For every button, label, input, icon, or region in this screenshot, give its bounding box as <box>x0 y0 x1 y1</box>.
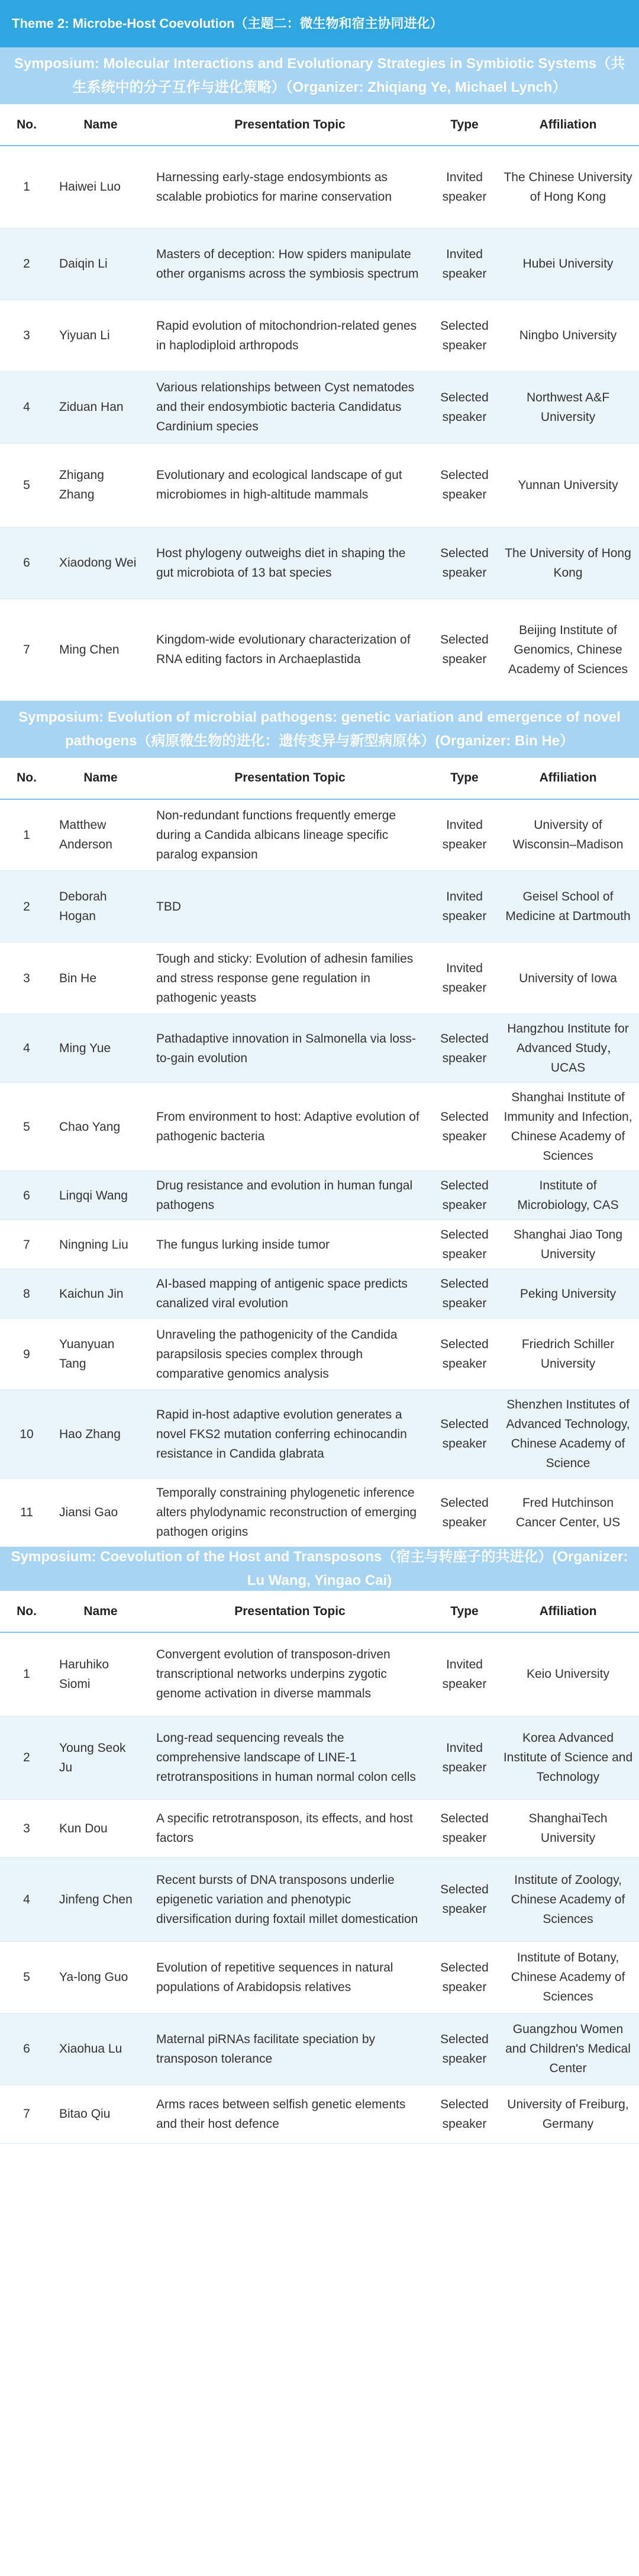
column-header-type: Type <box>432 758 497 799</box>
cell-name: Haiwei Luo <box>53 146 148 228</box>
cell-name: Deborah Hogan <box>53 871 148 943</box>
cell-name: Ningning Liu <box>53 1220 148 1269</box>
cell-no: 3 <box>0 300 53 371</box>
cell-type: Selected speaker <box>432 1171 497 1220</box>
table-row <box>0 1390 639 1478</box>
table-row <box>0 599 639 700</box>
cell-type: Invited speaker <box>432 146 497 228</box>
table-row <box>0 1941 639 2013</box>
table-row <box>0 228 639 300</box>
cell-topic: Evolution of repetitive sequences in natural populations of Arabidopsis relatives <box>148 1941 432 2013</box>
cell-affiliation: Shenzhen Institutes of Advanced Technology, Chinese Academy of Science <box>497 1390 639 1478</box>
cell-no: 4 <box>0 1014 53 1083</box>
cell-topic: AI-based mapping of antigenic space predicts canalized viral evolution <box>148 1269 432 1318</box>
cell-name: Kaichun Jin <box>53 1269 148 1318</box>
cell-no: 4 <box>0 371 53 443</box>
cell-affiliation: University of Iowa <box>497 943 639 1014</box>
cell-affiliation: Beijing Institute of Genomics, Chinese Academy of Sciences <box>497 599 639 700</box>
cell-type: Selected speaker <box>432 1799 497 1857</box>
cell-affiliation: Friedrich Schiller University <box>497 1318 639 1390</box>
theme-title: Theme 2: Microbe-Host Coevolution（主题二：微生物和宿主协同进化） <box>0 0 639 47</box>
cell-name: Ziduan Han <box>53 371 148 443</box>
cell-type: Selected speaker <box>432 443 497 527</box>
cell-no: 1 <box>0 799 53 871</box>
cell-name: Ming Yue <box>53 1014 148 1083</box>
column-header-type: Type <box>432 1591 497 1632</box>
cell-affiliation: University of Freiburg, Germany <box>497 2085 639 2143</box>
table-row <box>0 1318 639 1390</box>
table-row <box>0 371 639 443</box>
cell-no: 9 <box>0 1318 53 1390</box>
cell-affiliation: Korea Advanced Institute of Science and Technology <box>497 1716 639 1799</box>
cell-type: Selected speaker <box>432 527 497 599</box>
cell-no: 4 <box>0 1857 53 1941</box>
table-row <box>0 2013 639 2085</box>
cell-topic: Masters of deception: How spiders manipulate other organisms across the symbiosis spectrum <box>148 228 432 300</box>
cell-type: Selected speaker <box>432 1478 497 1547</box>
column-header-name: Name <box>53 758 148 799</box>
cell-type: Selected speaker <box>432 1083 497 1171</box>
speaker-table <box>0 1591 639 2144</box>
column-header-affiliation: Affiliation <box>497 758 639 799</box>
cell-name: Lingqi Wang <box>53 1171 148 1220</box>
column-header-type: Type <box>432 104 497 146</box>
cell-name: Chao Yang <box>53 1083 148 1171</box>
cell-no: 2 <box>0 228 53 300</box>
cell-affiliation: Keio University <box>497 1632 639 1716</box>
cell-type: Selected speaker <box>432 1269 497 1318</box>
cell-name: Haruhiko Siomi <box>53 1632 148 1716</box>
table-row <box>0 1269 639 1318</box>
cell-affiliation: Shanghai Jiao Tong University <box>497 1220 639 1269</box>
cell-type: Selected speaker <box>432 371 497 443</box>
column-header-no: No. <box>0 758 53 799</box>
table-row <box>0 443 639 527</box>
table-row <box>0 1478 639 1547</box>
cell-name: Young Seok Ju <box>53 1716 148 1799</box>
cell-no: 6 <box>0 2013 53 2085</box>
cell-no: 1 <box>0 146 53 228</box>
cell-topic: Evolutionary and ecological landscape of gut microbiomes in high-altitude mammals <box>148 443 432 527</box>
column-header-affiliation: Affiliation <box>497 1591 639 1632</box>
cell-topic: A specific retrotransposon, its effects, and host factors <box>148 1799 432 1857</box>
speaker-table <box>0 758 639 1548</box>
cell-affiliation: Institute of Zoology, Chinese Academy of Sciences <box>497 1857 639 1941</box>
cell-type: Invited speaker <box>432 943 497 1014</box>
cell-topic: Long-read sequencing reveals the comprehensive landscape of LINE-1 retrotranspositions in human normal colon cells <box>148 1716 432 1799</box>
table-row <box>0 527 639 599</box>
cell-name: Jinfeng Chen <box>53 1857 148 1941</box>
cell-topic: Harnessing early-stage endosymbionts as scalable probiotics for marine conservation <box>148 146 432 228</box>
cell-affiliation: Institute of Microbiology, CAS <box>497 1171 639 1220</box>
cell-name: Ya-long Guo <box>53 1941 148 2013</box>
cell-affiliation: Hubei University <box>497 228 639 300</box>
cell-affiliation: Northwest A&F University <box>497 371 639 443</box>
table-row <box>0 1857 639 1941</box>
cell-name: Yiyuan Li <box>53 300 148 371</box>
symposia-container <box>0 47 639 2144</box>
cell-type: Selected speaker <box>432 2013 497 2085</box>
cell-name: Hao Zhang <box>53 1390 148 1478</box>
cell-affiliation: Guangzhou Women and Children's Medical Center <box>497 2013 639 2085</box>
column-header-name: Name <box>53 104 148 146</box>
cell-name: Kun Dou <box>53 1799 148 1857</box>
symposium-title: Symposium: Molecular Interactions and Evolutionary Strategies in Symbiotic Systems（共生系统中的分子互作与进化策略）（Organizer: Zhiqiang Ye, Michael Lynch） <box>0 47 639 104</box>
table-header-row <box>0 104 639 146</box>
cell-topic: Unraveling the pathogenicity of the Candida parapsilosis species complex through comparative genomics analysis <box>148 1318 432 1390</box>
cell-name: Yuanyuan Tang <box>53 1318 148 1390</box>
cell-topic: Drug resistance and evolution in human fungal pathogens <box>148 1171 432 1220</box>
table-row <box>0 1716 639 1799</box>
cell-topic: Temporally constraining phylogenetic inference alters phylodynamic reconstruction of emerging pathogen origins <box>148 1478 432 1547</box>
speaker-table <box>0 104 639 701</box>
cell-name: Jiansi Gao <box>53 1478 148 1547</box>
table-row <box>0 1799 639 1857</box>
cell-type: Invited speaker <box>432 1716 497 1799</box>
cell-type: Selected speaker <box>432 2085 497 2143</box>
table-row <box>0 1014 639 1083</box>
symposium-title: Symposium: Coevolution of the Host and Transposons（宿主与转座子的共进化）(Organizer: Lu Wang, Yingao Cai) <box>0 1547 639 1591</box>
cell-affiliation: The University of Hong Kong <box>497 527 639 599</box>
column-header-name: Name <box>53 1591 148 1632</box>
table-row <box>0 300 639 371</box>
cell-no: 3 <box>0 943 53 1014</box>
cell-no: 5 <box>0 1941 53 2013</box>
table-row <box>0 146 639 228</box>
cell-name: Xiaodong Wei <box>53 527 148 599</box>
table-row <box>0 2085 639 2143</box>
table-row <box>0 1220 639 1269</box>
table-header-row <box>0 758 639 799</box>
cell-type: Selected speaker <box>432 599 497 700</box>
symposium-title: Symposium: Evolution of microbial pathogens: genetic variation and emergence of novel pathogens（病原微生物的进化：遗传变异与新型病原体）(Organizer: Bin He） <box>0 701 639 758</box>
cell-no: 8 <box>0 1269 53 1318</box>
cell-affiliation: University of Wisconsin–Madison <box>497 799 639 871</box>
cell-topic: The fungus lurking inside tumor <box>148 1220 432 1269</box>
cell-affiliation: Institute of Botany, Chinese Academy of Sciences <box>497 1941 639 2013</box>
cell-type: Invited speaker <box>432 799 497 871</box>
cell-topic: Non-redundant functions frequently emerge during a Candida albicans lineage specific paralog expansion <box>148 799 432 871</box>
cell-type: Invited speaker <box>432 871 497 943</box>
cell-name: Matthew Anderson <box>53 799 148 871</box>
cell-topic: Tough and sticky: Evolution of adhesin families and stress response gene regulation in pathogenic yeasts <box>148 943 432 1014</box>
cell-topic: Rapid in-host adaptive evolution generates a novel FKS2 mutation conferring echinocandin resistance in Candida glabrata <box>148 1390 432 1478</box>
cell-no: 6 <box>0 527 53 599</box>
cell-topic: Various relationships between Cyst nematodes and their endosymbiotic bacteria Candidatus Cardinium species <box>148 371 432 443</box>
cell-type: Selected speaker <box>432 1390 497 1478</box>
cell-type: Selected speaker <box>432 1318 497 1390</box>
cell-affiliation: Shanghai Institute of Immunity and Infection, Chinese Academy of Sciences <box>497 1083 639 1171</box>
cell-type: Selected speaker <box>432 1220 497 1269</box>
cell-no: 2 <box>0 871 53 943</box>
cell-affiliation: ShanghaiTech University <box>497 1799 639 1857</box>
cell-affiliation: Geisel School of Medicine at Dartmouth <box>497 871 639 943</box>
table-header-row <box>0 1591 639 1632</box>
cell-type: Selected speaker <box>432 300 497 371</box>
cell-topic: Recent bursts of DNA transposons underlie epigenetic variation and phenotypic diversification during foxtail millet domestication <box>148 1857 432 1941</box>
cell-type: Invited speaker <box>432 1632 497 1716</box>
cell-type: Selected speaker <box>432 1941 497 2013</box>
cell-topic: From environment to host: Adaptive evolution of pathogenic bacteria <box>148 1083 432 1171</box>
table-row <box>0 871 639 943</box>
cell-no: 7 <box>0 599 53 700</box>
table-row <box>0 799 639 871</box>
cell-affiliation: Peking University <box>497 1269 639 1318</box>
cell-no: 3 <box>0 1799 53 1857</box>
cell-name: Bin He <box>53 943 148 1014</box>
table-row <box>0 1171 639 1220</box>
cell-no: 11 <box>0 1478 53 1547</box>
cell-affiliation: Hangzhou Institute for Advanced Study，UCAS <box>497 1014 639 1083</box>
cell-topic: Convergent evolution of transposon-driven transcriptional networks underpins zygotic genome activation in diverse mammals <box>148 1632 432 1716</box>
cell-affiliation: Ningbo University <box>497 300 639 371</box>
cell-affiliation: Fred Hutchinson Cancer Center, US <box>497 1478 639 1547</box>
cell-no: 7 <box>0 2085 53 2143</box>
cell-no: 7 <box>0 1220 53 1269</box>
table-row <box>0 943 639 1014</box>
cell-affiliation: Yunnan University <box>497 443 639 527</box>
column-header-topic: Presentation Topic <box>148 104 432 146</box>
cell-no: 5 <box>0 443 53 527</box>
cell-no: 10 <box>0 1390 53 1478</box>
table-row <box>0 1632 639 1716</box>
cell-name: Daiqin Li <box>53 228 148 300</box>
cell-no: 5 <box>0 1083 53 1171</box>
column-header-affiliation: Affiliation <box>497 104 639 146</box>
cell-no: 2 <box>0 1716 53 1799</box>
table-row <box>0 1083 639 1171</box>
cell-topic: TBD <box>148 871 432 943</box>
cell-topic: Rapid evolution of mitochondrion-related genes in haplodiploid arthropods <box>148 300 432 371</box>
cell-type: Invited speaker <box>432 228 497 300</box>
cell-topic: Kingdom-wide evolutionary characterization of RNA editing factors in Archaeplastida <box>148 599 432 700</box>
cell-topic: Arms races between selfish genetic elements and their host defence <box>148 2085 432 2143</box>
cell-name: Ming Chen <box>53 599 148 700</box>
cell-name: Xiaohua Lu <box>53 2013 148 2085</box>
column-header-no: No. <box>0 104 53 146</box>
cell-type: Selected speaker <box>432 1857 497 1941</box>
column-header-topic: Presentation Topic <box>148 1591 432 1632</box>
column-header-no: No. <box>0 1591 53 1632</box>
cell-type: Selected speaker <box>432 1014 497 1083</box>
cell-affiliation: The Chinese University of Hong Kong <box>497 146 639 228</box>
cell-name: Zhigang Zhang <box>53 443 148 527</box>
cell-name: Bitao Qiu <box>53 2085 148 2143</box>
cell-topic: Maternal piRNAs facilitate speciation by transposon tolerance <box>148 2013 432 2085</box>
cell-topic: Pathadaptive innovation in Salmonella via loss-to-gain evolution <box>148 1014 432 1083</box>
cell-no: 1 <box>0 1632 53 1716</box>
cell-no: 6 <box>0 1171 53 1220</box>
column-header-topic: Presentation Topic <box>148 758 432 799</box>
cell-topic: Host phylogeny outweighs diet in shaping the gut microbiota of 13 bat species <box>148 527 432 599</box>
